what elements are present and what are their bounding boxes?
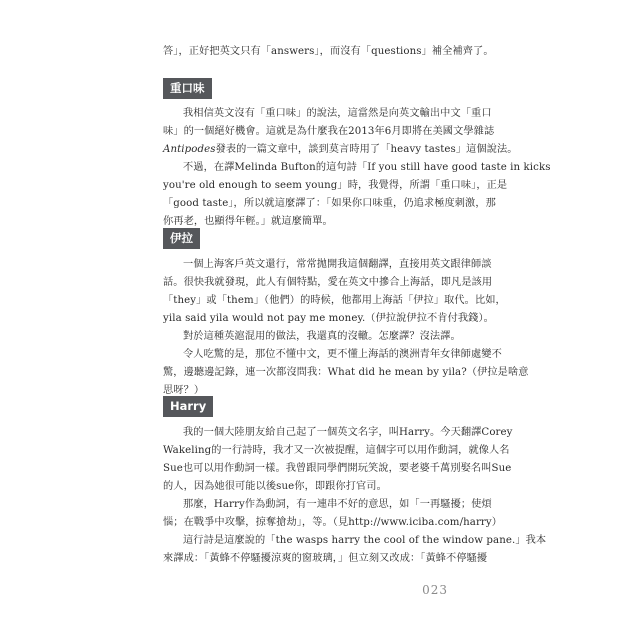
paragraph-line: 我相信英文沒有「重口味」的說法，這當然是向英文輸出中文「重口 bbox=[183, 108, 492, 119]
paragraph-line: 這行詩是這麼說的「the wasps harry the cool of the window pane.」我本 bbox=[183, 535, 547, 546]
paragraph-line: 味」的一個絕好機會。這就是為什麼我在2013年6月即將在美國文學雜誌 bbox=[163, 126, 495, 137]
paragraph-line: 話。很快我就發現，此人有個特點，愛在英文中摻合上海話，即凡是該用 bbox=[163, 277, 493, 288]
paragraph-line: 不過，在譯Melinda Bufton的這句詩「If you still have good taste in kicks bbox=[183, 162, 551, 173]
section-body-heavy-taste bbox=[163, 105, 551, 231]
paragraph-line: 我的一個大陸朋友給自己起了一個英文名字，叫Harry。今天翻譯Corey bbox=[183, 427, 513, 438]
page-number: 023 bbox=[422, 583, 448, 597]
paragraph-line: you're old enough to seem young」時，我覺得，所謂「重口味」，正是 bbox=[163, 180, 508, 191]
paragraph-line: 一個上海客戶英文還行，常常拋開我這個翻譯，直接用英文跟律師談 bbox=[183, 259, 492, 270]
paragraph-line: 的人，因為她很可能以後sue你，即跟你打官司。 bbox=[163, 481, 387, 492]
paragraph-line: Wakeling的一行詩時，我才又一次被提醒，這個字可以用作動詞，就像人名 bbox=[163, 445, 510, 456]
paragraph-line: yila said yila would not pay me money.（伊拉說伊拉不肯付我錢）。 bbox=[163, 313, 494, 324]
paragraph-line: 答」，正好把英文只有「answers」，而沒有「questions」補全補齊了。 bbox=[163, 46, 494, 57]
section-heading-yila: 伊拉 bbox=[163, 228, 200, 249]
paragraph-line: 「good taste」，所以就這麼譯了：「如果你口味重，仍追求極度刺激，那 bbox=[163, 198, 496, 209]
paragraph-line: Sue也可以用作動詞一樣。我曾跟同學們開玩笑說，要老婆千萬別娶名叫Sue bbox=[163, 463, 512, 474]
journal-title: Antipodes bbox=[163, 144, 216, 155]
paragraph-line: Antipodes發表的一篇文章中，談到莫言時用了「heavy tastes」這個說法。 bbox=[163, 144, 518, 155]
section-heading-harry: Harry bbox=[163, 396, 213, 417]
paragraph-line: 驚，邊聽邊記錄，連一次都沒問我：What did he mean by yila?（伊拉是啥意 bbox=[163, 367, 529, 378]
section-body-yila bbox=[163, 256, 529, 400]
section-body-harry bbox=[163, 424, 547, 568]
paragraph-line: 令人吃驚的是，那位不懂中文，更不懂上海話的澳洲青年女律師處變不 bbox=[183, 349, 502, 360]
paragraph-line: 來譯成：「黃蜂不停騷擾涼爽的窗玻璃，」但立刻又改成：「黃蜂不停騷擾 bbox=[163, 553, 488, 564]
paragraph-line: 對於這種英滬混用的做法，我還真的沒轍。怎麼譯？沒法譯。 bbox=[183, 331, 461, 342]
paragraph-line: 那麼，Harry作為動詞，有一連串不好的意思，如「一再騷擾；使煩 bbox=[183, 499, 492, 510]
paragraph-line: 惱；在戰爭中攻擊，掠奪搶劫」，等。（見http://www.iciba.com/harry） bbox=[163, 517, 503, 528]
section-heading-heavy-taste: 重口味 bbox=[163, 78, 212, 99]
paragraph-line: 你再老，也顯得年輕。」就這麼簡單。 bbox=[163, 216, 333, 227]
paragraph-line: 「they」或「them」（他們）的時候，他都用上海話「伊拉」取代。比如， bbox=[163, 295, 506, 306]
paragraph-line: 思呀？） bbox=[163, 385, 205, 396]
top-paragraph bbox=[163, 43, 494, 61]
